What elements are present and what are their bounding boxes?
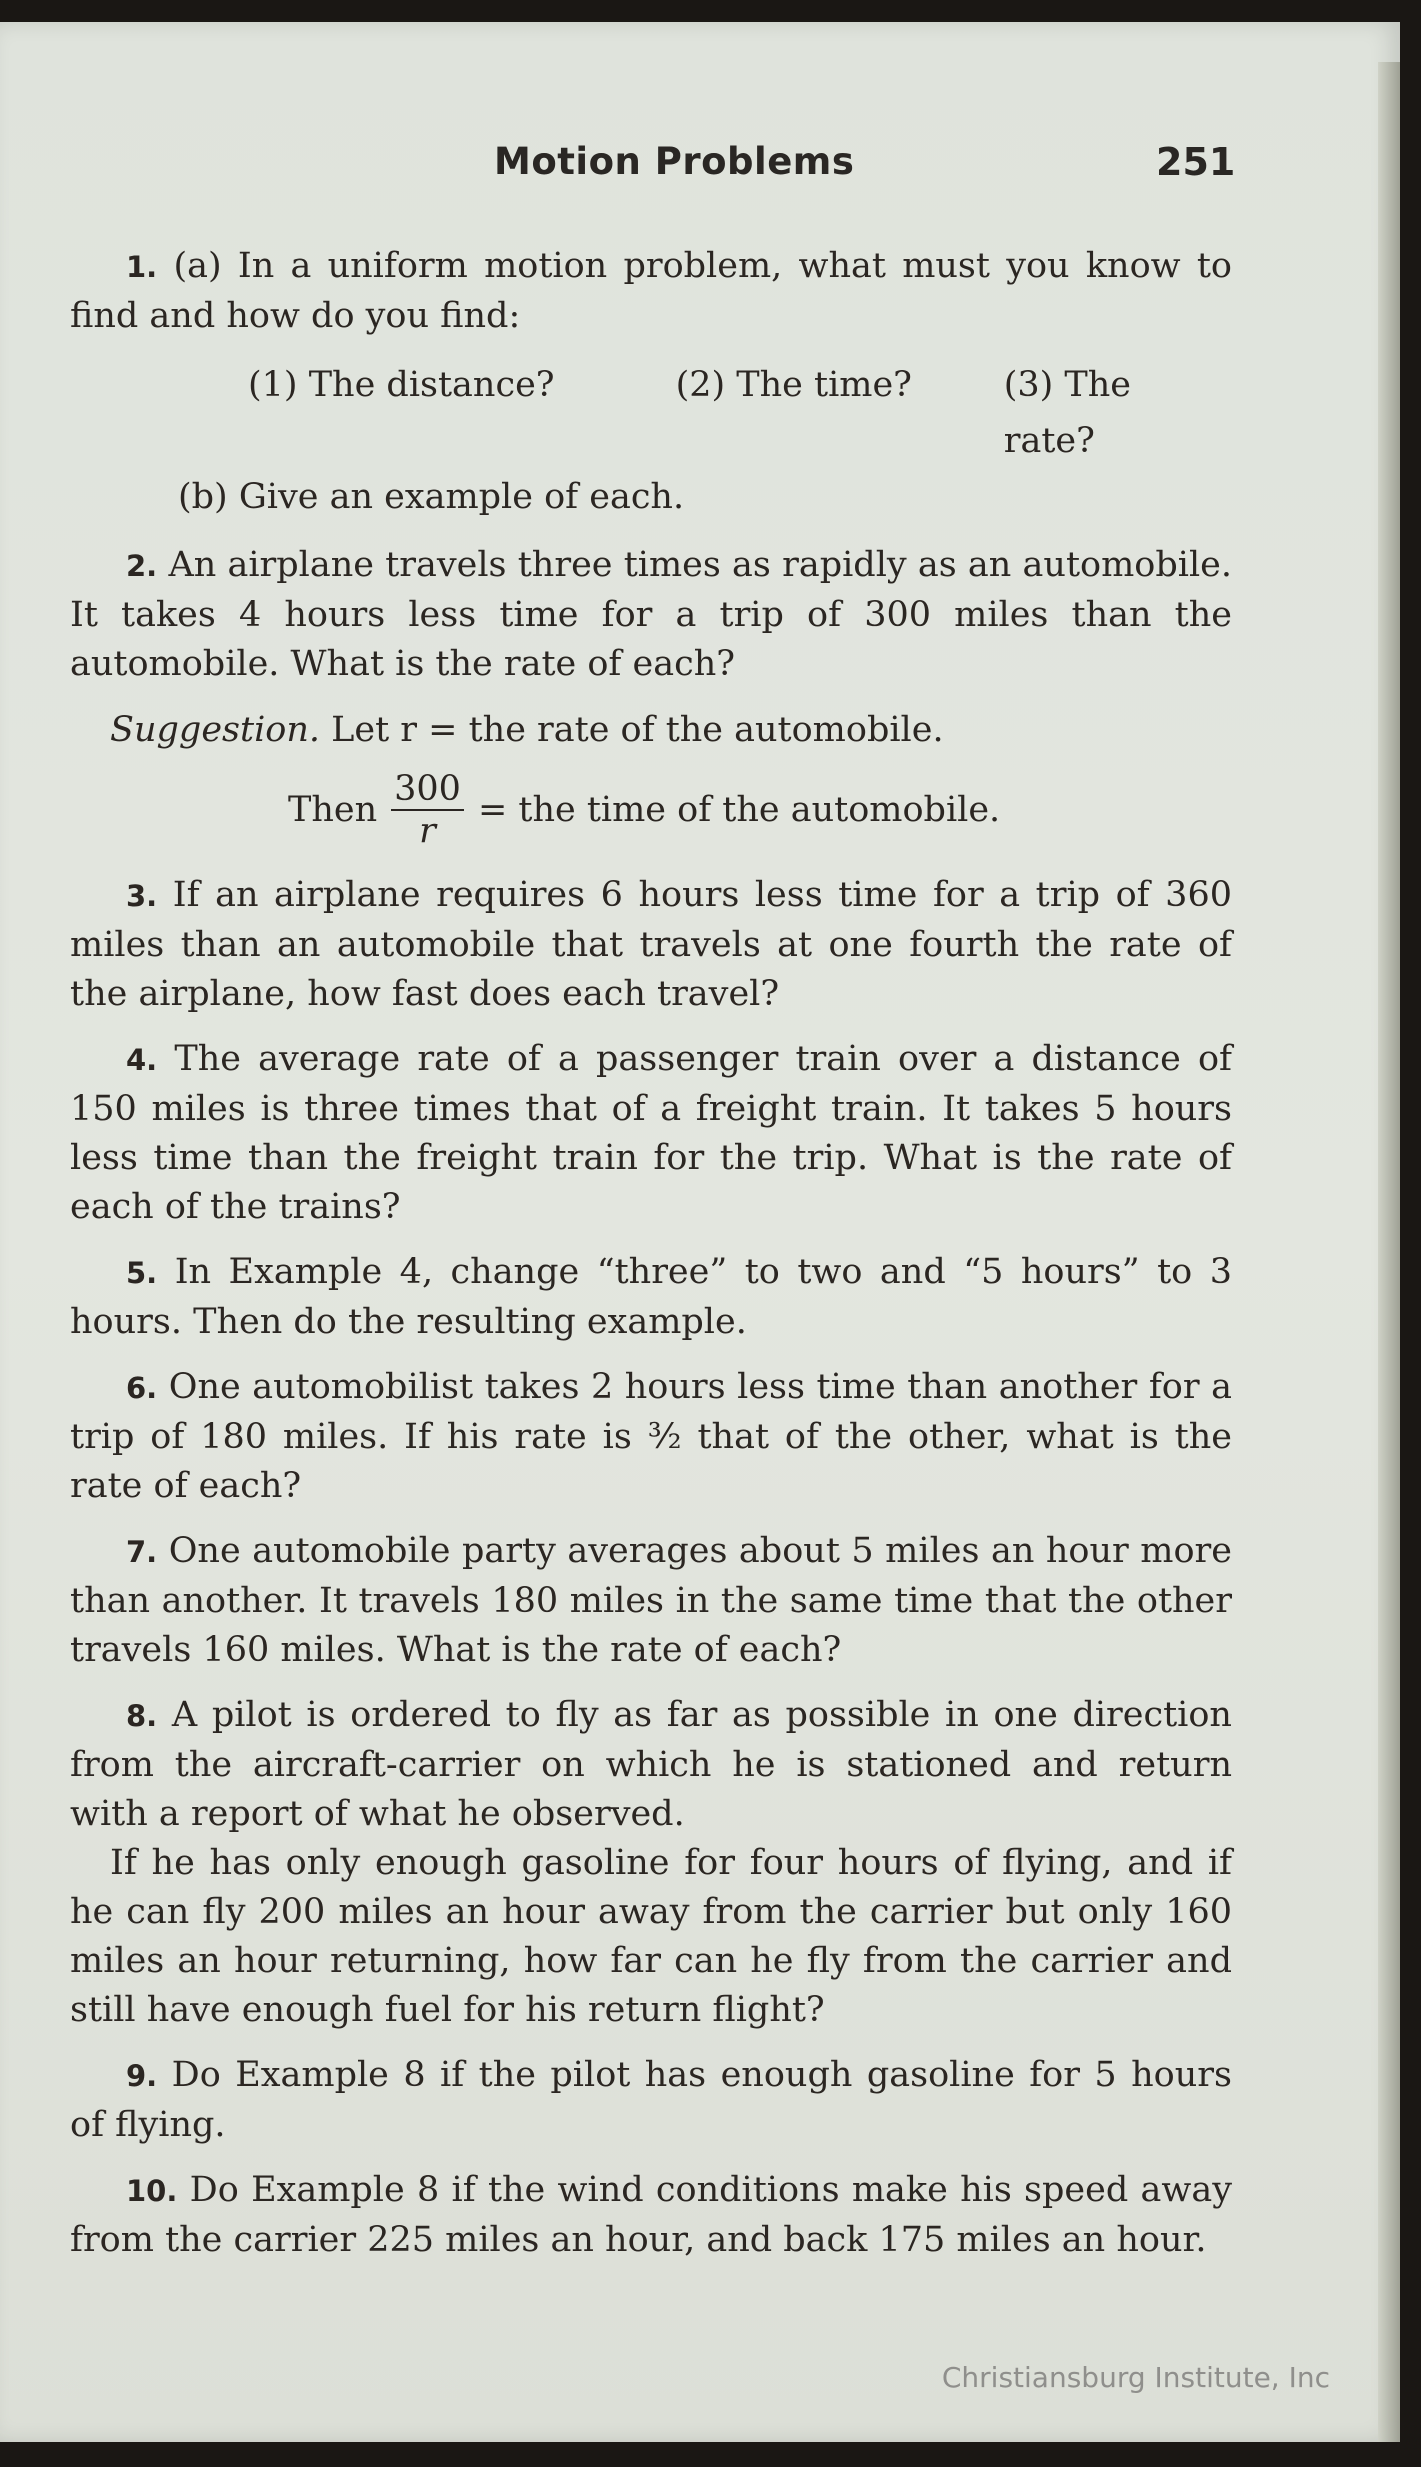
problem-7 [70, 1527, 1232, 1675]
problem-text: An airplane travels three times as rapidly as an automobile. It takes 4 hours less time for a trip of 300 miles than the automobile. What is the rate of each? [70, 545, 1232, 684]
problem-number: 10. [126, 2174, 178, 2208]
problem-text: (a) In a uniform motion problem, what must you know to find and how do you find: [70, 246, 1232, 336]
problem-text: The average rate of a passenger train over a distance of 150 miles is three times that of a freight train. It takes 5 hours less time than the freight train for the trip. What is the rate of each of the trains? [70, 1039, 1232, 1227]
suggestion-equation [288, 769, 1232, 851]
problem-number: 5. [126, 1256, 158, 1290]
problem-number: 8. [126, 1699, 158, 1733]
problem-1 [70, 242, 1232, 341]
suggestion [110, 705, 1232, 755]
fraction [391, 769, 464, 851]
problem-text: One automobilist takes 2 hours less time than another for a trip of 180 miles. If his rate is ³⁄₂ that of the other, what is the rate of each? [70, 1367, 1232, 1506]
option-distance: (1) The distance? [248, 365, 555, 405]
option-rate: (3) The rate? [1003, 365, 1132, 461]
problem-text: In Example 4, change “three” to two and “5 hours” to 3 hours. Then do the resulting example. [70, 1252, 1232, 1342]
problem-number: 7. [126, 1535, 158, 1569]
then-word: Then [288, 790, 378, 830]
running-head: Motion Problems [494, 140, 855, 183]
problem-2 [70, 541, 1232, 689]
suggestion-text: Let r = the rate of the automobile. [331, 710, 944, 750]
problem-number: 3. [126, 879, 158, 913]
problem-8 [70, 1691, 1232, 1839]
problem-8-continuation: If he has only enough gasoline for four hours of flying, and if he can fly 200 miles an hour away from the carrier but only 160 miles an hour returning, how far can he fly from the carrier and still have enough fuel for his return flight? [70, 1843, 1232, 2030]
problem-3 [70, 871, 1232, 1019]
suggestion-label: Suggestion. [110, 710, 320, 750]
page-number: 251 [1156, 140, 1236, 184]
problem-10 [70, 2166, 1232, 2265]
problem-text: Do Example 8 if the pilot has enough gasoline for 5 hours of flying. [70, 2055, 1232, 2145]
option-time: (2) The time? [675, 365, 912, 405]
problem-1-options [248, 357, 1232, 469]
problem-text: A pilot is ordered to fly as far as possible in one direction from the aircraft-carrier on which he is stationed and return with a report of what he observed. [70, 1695, 1232, 1834]
watermark: Christiansburg Institute, Inc [941, 2361, 1330, 2394]
page-header [0, 140, 1400, 200]
book-page [0, 22, 1400, 2442]
problem-number: 9. [126, 2059, 158, 2093]
problem-list [70, 242, 1232, 2281]
problem-text: If an airplane requires 6 hours less time for a trip of 360 miles than an automobile that travels at one fourth the rate of the airplane, how fast does each travel? [70, 875, 1232, 1014]
problem-9 [70, 2051, 1232, 2150]
problem-number: 6. [126, 1371, 158, 1405]
then-rest: = the time of the automobile. [477, 790, 1001, 830]
problem-6 [70, 1363, 1232, 1511]
problem-number: 2. [126, 549, 158, 583]
problem-number: 4. [126, 1043, 158, 1077]
problem-4 [70, 1035, 1232, 1232]
page-edge [1378, 62, 1400, 2442]
problem-1-part-b: (b) Give an example of each. [178, 477, 685, 517]
fraction-denominator: r [419, 811, 436, 851]
problem-number: 1. [126, 250, 158, 284]
problem-5 [70, 1248, 1232, 1347]
problem-text: Do Example 8 if the wind conditions make his speed away from the carrier 225 miles an hour, and back 175 miles an hour. [70, 2170, 1232, 2260]
problem-text: One automobile party averages about 5 miles an hour more than another. It travels 180 miles in the same time that the other travels 160 miles. What is the rate of each? [70, 1531, 1232, 1670]
fraction-numerator: 300 [391, 769, 464, 811]
